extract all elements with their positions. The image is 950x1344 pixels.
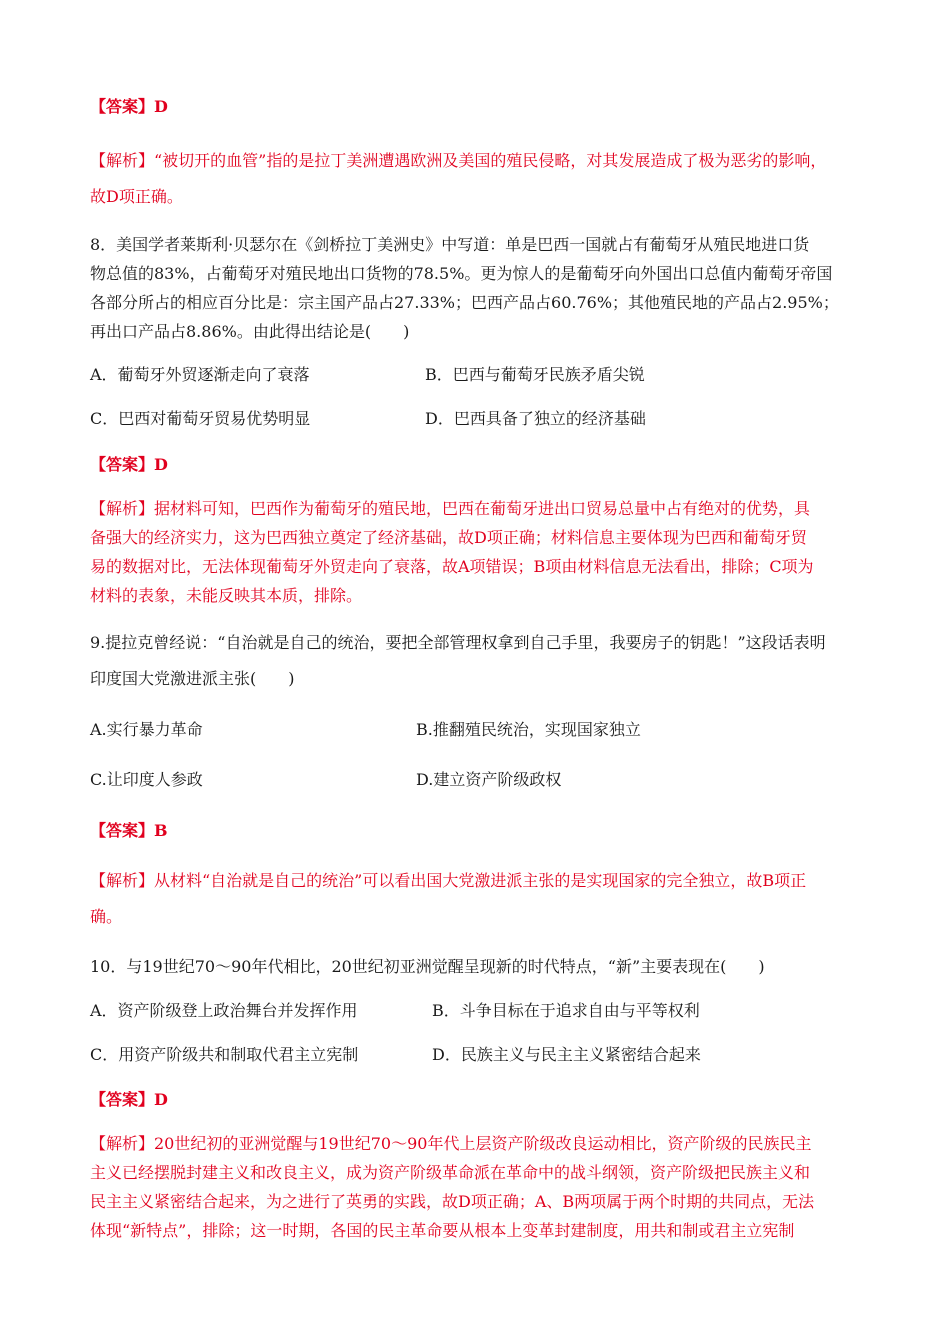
explanation-line: 【解析】“被切开的血管”指的是拉丁美洲遭遇欧洲及美国的殖民侵略，对其发展造成了极为恶劣的影响，	[90, 151, 827, 170]
option-d: D．民族主义与民主主义紧密结合起来	[432, 1045, 701, 1064]
question-line: 8．美国学者莱斯利·贝瑟尔在《剑桥拉丁美洲史》中写道：单是巴西一国就占有葡萄牙从殖民地进口货	[90, 235, 810, 254]
question-line: 10．与19世纪70～90年代相比，20世纪初亚洲觉醒呈现新的时代特点，“新”主要表现在( )	[90, 957, 765, 976]
explanation-line: 体现“新特点”，排除；这一时期，各国的民主革命要从根本上变革封建制度，用共和制或君主立宪制	[90, 1221, 795, 1240]
explanation-line: 备强大的经济实力，这为巴西独立奠定了经济基础，故D项正确；材料信息主要体现为巴西和葡萄牙贸	[90, 528, 807, 547]
explanation-line: 确。	[90, 907, 123, 926]
option-b: B．斗争目标在于追求自由与平等权利	[432, 1001, 700, 1020]
question-line: 各部分所占的相应百分比是：宗主国产品占27.33%；巴西产品占60.76%；其他殖民地的产品占2.95%；	[90, 293, 839, 312]
answer-label: 【答案】D	[90, 1090, 168, 1109]
explanation-line: 材料的表象，未能反映其本质，排除。	[90, 586, 363, 605]
answer-label: 【答案】D	[90, 455, 168, 474]
explanation-line: 主义已经摆脱封建主义和改良主义，成为资产阶级革命派在革命中的战斗纲领，资产阶级把民族主义和	[90, 1163, 811, 1182]
question-line: 再出口产品占8.86%。由此得出结论是( )	[90, 322, 410, 341]
explanation-line: 民主主义紧密结合起来，为之进行了英勇的实践，故D项正确；A、B两项属于两个时期的共同点，无法	[90, 1192, 815, 1211]
question-line: 9.提拉克曾经说：“自治就是自己的统治，要把全部管理权拿到自己手里，我要房子的钥匙！”这段话表明	[90, 633, 826, 652]
option-d: D.建立资产阶级政权	[416, 770, 562, 789]
answer-label: 【答案】D	[90, 97, 168, 116]
answer-label: 【答案】B	[90, 821, 168, 840]
option-c: C．巴西对葡萄牙贸易优势明显	[90, 409, 311, 428]
explanation-line: 故D项正确。	[90, 187, 183, 206]
option-b: B．巴西与葡萄牙民族矛盾尖锐	[425, 365, 645, 384]
option-d: D．巴西具备了独立的经济基础	[425, 409, 646, 428]
option-a: A.实行暴力革命	[90, 720, 203, 739]
explanation-line: 【解析】20世纪初的亚洲觉醒与19世纪70～90年代上层资产阶级改良运动相比，资产阶级的民族民主	[90, 1134, 812, 1153]
option-b: B.推翻殖民统治，实现国家独立	[416, 720, 641, 739]
question-line: 印度国大党激进派主张( )	[90, 669, 295, 688]
explanation-line: 【解析】从材料“自治就是自己的统治”可以看出国大党激进派主张的是实现国家的完全独立，故B项正	[90, 871, 807, 890]
question-line: 物总值的83%，占葡萄牙对殖民地出口货物的78.5%。更为惊人的是葡萄牙向外国出口总值内葡萄牙帝国	[90, 264, 833, 283]
option-c: C．用资产阶级共和制取代君主立宪制	[90, 1045, 359, 1064]
option-a: A．资产阶级登上政治舞台并发挥作用	[90, 1001, 358, 1020]
explanation-line: 易的数据对比，无法体现葡萄牙外贸走向了衰落，故A项错误；B项由材料信息无法看出，排除；C项为	[90, 557, 814, 576]
option-a: A．葡萄牙外贸逐渐走向了衰落	[90, 365, 310, 384]
option-c: C.让印度人参政	[90, 770, 203, 789]
explanation-line: 【解析】据材料可知，巴西作为葡萄牙的殖民地，巴西在葡萄牙进出口贸易总量中占有绝对的优势，具	[90, 499, 811, 518]
